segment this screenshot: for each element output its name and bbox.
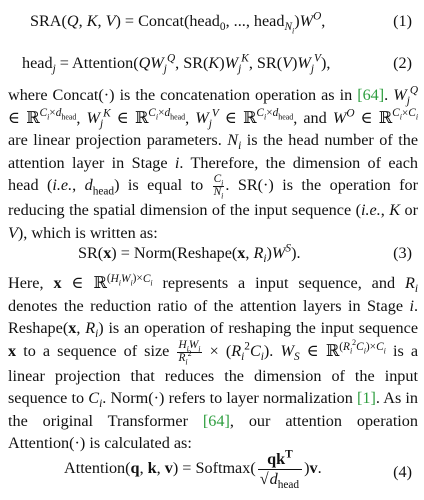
text-denotes: denotes the reduction ratio of the attention layers in Stage [8, 296, 404, 315]
text-sr-is: is the operation for reducing the spatial dimension of the input sequence ( [8, 176, 419, 220]
equation-4-number: (4) [393, 463, 412, 481]
equation-1-number: (1) [393, 12, 412, 30]
text-are-linear: are linear projection parameters. [8, 131, 222, 150]
text-where: where [8, 86, 48, 104]
citation-1-link[interactable]: [1] [357, 389, 376, 408]
text-our-attention: , our attention operation [229, 411, 418, 430]
fraction-ci-ni: $\frac{C_i}{N_i}$ [213, 173, 224, 201]
text-written-as: ), which is written as: [17, 223, 158, 242]
text-norm-refers: refers to layer normalization [168, 389, 353, 408]
paragraph-2: Here, x ∈ ℝ$^{(H_iW_i)\times C_i}$ represents a input sequence, and $R_i$ denotes the reduction ratio of the attention layers in Stage i. Reshape(x, $R_i$) is an operation of reshaping the input sequence x to a sequence of size $\frac{H_iW_i}{R_i^2}$ × $(R_i^2C_i)$. $W_S$ ∈ ℝ$^{(R_i^2C_i)\times C_i}$ is a linear projection that reduces the dimension of the input sequence to $C_i$. Norm(·) refers to layer normalization [1]. As in the original Transformer [64], our attention operation Attention(·) is calculated as: [8, 272, 419, 453]
fraction-qk-sqrt: $qk^T$ $√d_{head}$ [258, 450, 302, 488]
text-is-linear: is a linear projection that reduces the dimension of the input sequence to [8, 341, 419, 408]
text-represents: represents a input sequence, and [162, 274, 396, 292]
text-reshape-is: is an operation of reshaping the input sequence [108, 319, 419, 338]
text-ni-is-head: is the head number of the attention layer in Stage [8, 131, 419, 172]
text-and: and [303, 108, 327, 127]
paragraph-1: where Concat(·) is the concatenation operation as in [64]. $W_j^Q$ ∈ ℝ$^{C_i\times d_{head}}$, $W_j^K$ ∈ ℝ$^{C_i\times d_{head}}$, $W_j^V$ ∈ ℝ$^{C_i\times d_{head}}$, and $W^O$ ∈ ℝ$^{C_i\times C_i}$ are linear projection parameters. $N_i$ is the head number of the attention layer in Stage i. Therefore, the dimension of each head (i.e., $d_{head}$) is equal to $\frac{C_i}{N_i}$ . SR(·) is the operation for reducing the spatial dimension of the input sequence (i.e., K or V), which is written as: [8, 84, 419, 242]
text-as-in: . As in the original Transformer [8, 389, 419, 430]
text-ie: i.e. [52, 176, 73, 195]
paper-page: SRA(Q, K, V) = Concat(head$_0$, ..., $head_{N_i})W^O$, (1) head$_j$ = $Attention(QW_j^Q$, $SR(K)W_j^K$, $SR(V)W_j^V$), (2) where Concat(·) is the concatenation operation as in [64]. $W_j^Q$ ∈ ℝ$^{C_i\times d_{head}}$, $W_j^K$ ∈ ℝ$^{C_i\times d_{head}}$, $W_j^V$ ∈ ℝ$^{C_i\times d_{head}}$, and $W^O$ ∈ ℝ$^{C_i\times C_i}$ are linear projection parameters. $N_i$ is the head number of the attention layer in Stage i. Therefore, the dimension of each head (i.e., $d_{head}$) is equal to $\frac{C_i}{N_i}$ . SR(·) is the operation for reducing the spatial dimension of the input sequence (i.e., K or V), which is written as: SR(x) = Norm(Reshape(x, $R_i)W^S$). (3) Here, x ∈ ℝ$^{(H_iW_i)\times C_i}$ represents a input sequence, and $R_i$ denotes the reduction ratio of the attention layers in Stage i. Reshape(x, $R_i$) is an operation of reshaping the input sequence x to a sequence of size $\frac{H_iW_i}{R_i^2}$ × $(R_i^2C_i)$. $W_S$ ∈ ℝ$^{(R_i^2C_i)\times C_i}$ is a linear projection that reduces the dimension of the input sequence to $C_i$. Norm(·) refers to layer normalization [1]. As in the original Transformer [64], our attention operation Attention(·) is calculated as: Attention(q, k, v) = Softmax( $qk^T$ $√d_{head}$ )v. (4) [8, 10, 419, 491]
text-is-equal-to: ) is equal to [114, 176, 204, 195]
text-here: Here, [8, 274, 44, 292]
text-k-or-v: or [404, 201, 418, 220]
text-concat-is: is the concatenation operation as in [119, 86, 353, 104]
text-calculated-as: is calculated as: [89, 434, 192, 453]
equation-3-number: (3) [393, 244, 412, 262]
text-to-seq: to a sequence of size [23, 341, 170, 360]
fraction-hw-r2: $\frac{H_iW_i}{R_i^2}$ [178, 338, 201, 366]
citation-64b-link[interactable]: [64] [202, 411, 230, 430]
equation-2-number: (2) [393, 54, 412, 72]
citation-64-link[interactable]: [64] [357, 86, 385, 104]
text-therefore: . Therefore, the dimension of each head ( [8, 153, 419, 195]
